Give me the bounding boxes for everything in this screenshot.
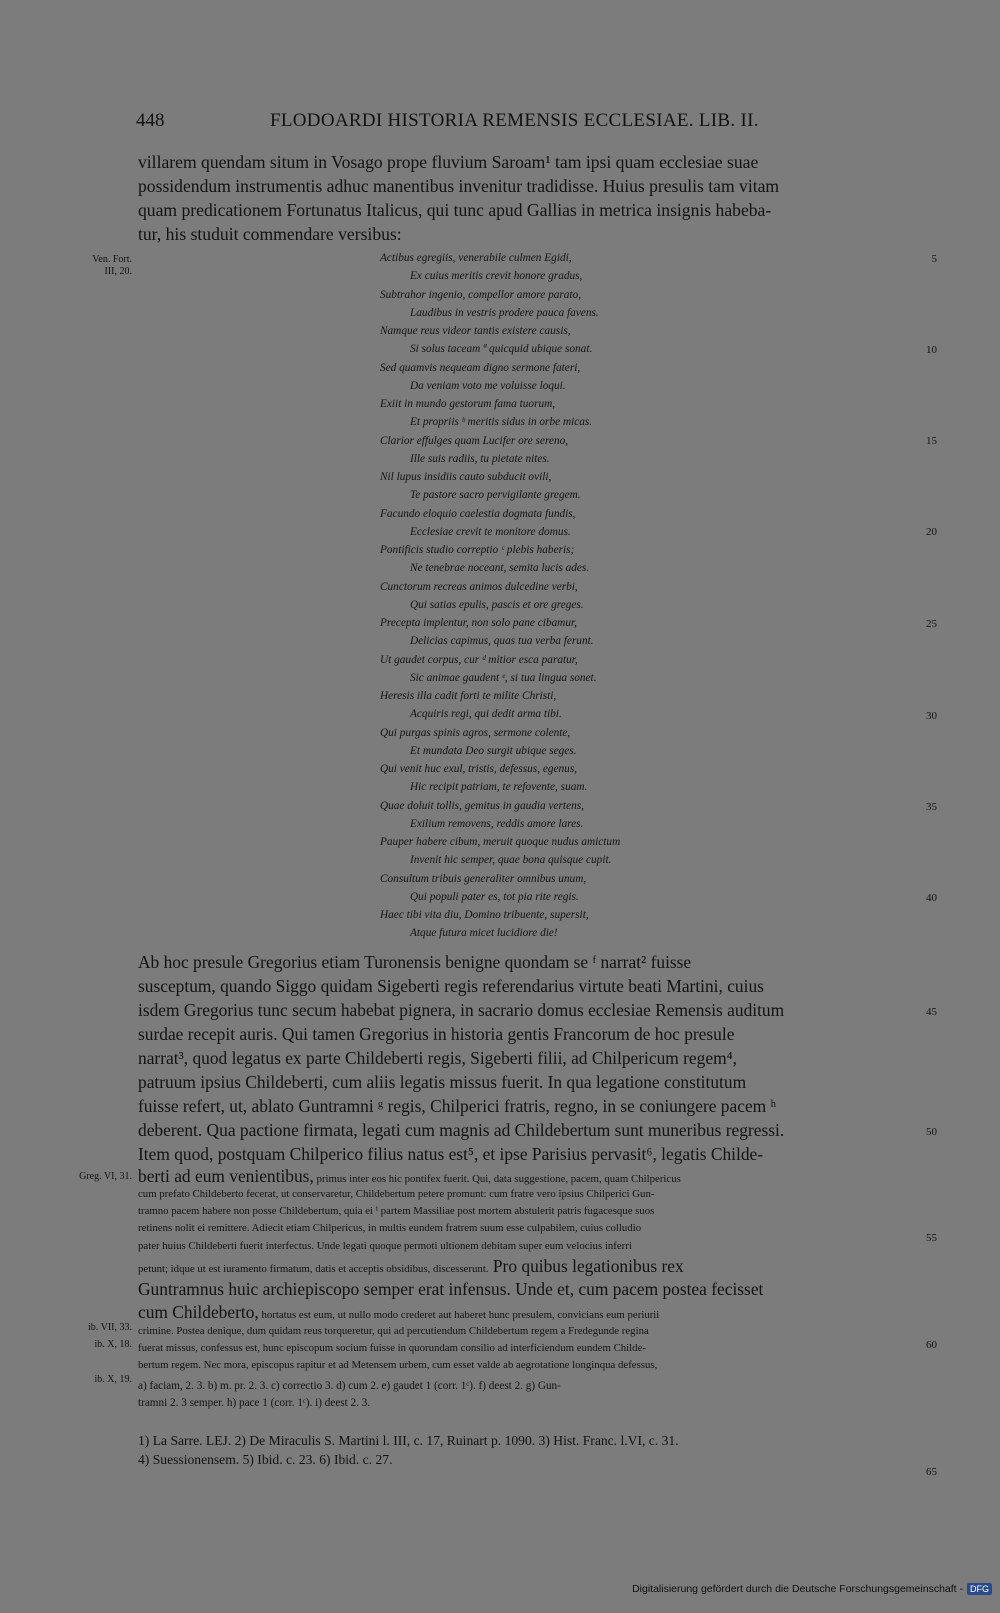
footnote-line: 4) Suessionensem. 5) Ibid. c. 23. 6) Ibid. c. 27. (138, 1452, 393, 1467)
running-header (136, 110, 780, 140)
verse-line: Qui satias epulis, pascis et ore greges. (410, 598, 584, 611)
text-line: possidendum instrumentis adhuc manentibus invenitur tradidisse. Huius presulis tam vitam (138, 176, 780, 196)
critical-apparatus (138, 1378, 920, 1412)
text-line: cum Childeberto, hortatus est eum, ut nullo modo crederet aut haberet hunc presulem, convicians eum periurii (138, 1301, 660, 1322)
verse-line: Exilium removens, reddis amore lares. (410, 817, 584, 830)
verse-line: Delicias capimus, quas tua verba ferunt. (410, 635, 594, 648)
verse-line: Sic animae gaudent ᵉ, si tua lingua sonet. (410, 671, 597, 684)
verse-line: Atque futura micet lucidiore die! (410, 927, 558, 940)
text-line: villarem quendam situm in Vosago prope fluvium Saroam¹ tam ipsi quam ecclesiae suae (138, 152, 759, 172)
text-line: surdae recepit auris. Qui tamen Gregorius in historia gentis Francorum de hoc presule (138, 1024, 735, 1044)
line-number: 55 (926, 1232, 937, 1244)
verse-line: Laudibus in vestris prodere pauca favens. (410, 306, 599, 319)
text-line: narrat³, quod legatus ex parte Childeberti regis, Sigeberti filii, ad Chilpericum regem⁴, (138, 1048, 738, 1068)
verse-line: Subtrahor ingenio, compellor amore parato, (380, 288, 582, 301)
verse-line: Clarior effulges quam Lucifer ore sereno, (380, 434, 569, 447)
line-number: 30 (926, 710, 937, 722)
mixed-paragraph (138, 1166, 920, 1374)
verse-line: Invenit hic semper, quae bona quisque cupit. (410, 854, 612, 867)
text-line: retinens nolit ei remittere. Adiecit etiam Chilpericus, in multis eundem fratrem suum esse culpabilem, cuius colludio (138, 1222, 642, 1235)
verse-line: Namque reus videor tantis existere causis, (380, 325, 571, 337)
running-title: FLODOARDI HISTORIA REMENSIS ECCLESIAE. LIB. II. (270, 110, 759, 131)
line-number: 50 (926, 1126, 937, 1138)
verse-line: Quae doluit tollis, gemitus in gaudia vertens, (380, 799, 584, 812)
margin-reference: ib. X, 18. (94, 1339, 132, 1350)
verse-line: Nil lupus insidiis cauto subducit ovili, (380, 471, 552, 483)
credit-text: Digitalisierung gefördert durch die Deutsche Forschungsgemeinschaft - (632, 1583, 963, 1595)
margin-reference: ib. VII, 33. (88, 1322, 132, 1333)
verse-line: Cunctorum recreas animos dulcedine verbi, (380, 580, 578, 593)
text-line: fuerat missus, confessus est, hunc episcopum socium fuisse in quorundam consilio ad interficiendum eundem Childe- (138, 1341, 646, 1354)
line-number: 25 (926, 618, 937, 630)
text-line: petunt; idque ut est iuramento firmatum, datis et acceptis obsidibus, discesserunt. Pro quibus legationibus rex (138, 1255, 684, 1276)
verse-line: Sed quamvis nequeam digno sermone fateri, (380, 361, 581, 374)
verse-block (380, 249, 900, 943)
footnote-line: 1) La Sarre. LEJ. 2) De Miraculis S. Martini l. III, c. 17, Ruinart p. 1090. 3) Hist. Franc. l.VI, c. 31. (138, 1433, 679, 1448)
text-line: isdem Gregorius tunc secum habebat pignera, in sacrario domus ecclesiae Remensis auditum (138, 1000, 785, 1020)
text-line: cum prefato Childeberto fecerat, ut conservaretur, Childebertum petere promunt: cum fratre vero ipsius Chilperici Gun- (138, 1188, 655, 1200)
line-number: 40 (926, 892, 937, 904)
digitization-credit (632, 1583, 992, 1595)
verse-line: Et mundata Deo surgit ubique seges. (410, 744, 577, 757)
line-number: 35 (926, 801, 937, 813)
margin-reference: Greg. VI, 31. (79, 1171, 132, 1182)
verse-line: Ex cuius meritis crevit honore gradus, (410, 270, 583, 283)
text-line: tur, his studuit commendare versibus: (138, 224, 402, 244)
text-line: Item quod, postquam Chilperico filius natus est⁵, et ipse Parisius pervasit⁶, legatis Childe- (138, 1144, 764, 1164)
verse-line: Et propriis ᵇ meritis sidus in orbe micas. (410, 416, 593, 429)
verse-line: Facundo eloquio caelestia dogmata fundis, (380, 507, 576, 520)
verse-line: Pontificis studio correptio ᶜ plebis haberis; (380, 544, 575, 556)
apparatus-line: tramni 2. 3 semper. h) pace 1 (corr. 1ᶜ). i) deest 2. 3. (138, 1397, 371, 1409)
verse-line: Ecclesiae crevit te monitore domus. (410, 525, 571, 538)
text-line: Guntramnus huic archiepiscopo semper erat infensus. Unde et, cum pacem postea fecisset (138, 1278, 764, 1299)
text-line: deberent. Qua pactione firmata, legati cum magnis ad Childebertum sunt muneribus regressi. (138, 1120, 785, 1140)
verse-line: Exiit in mundo gestorum fama tuorum, (380, 398, 556, 410)
verse-line: Qui venit huc exul, tristis, defessus, egenus, (380, 763, 578, 775)
footnotes (138, 1431, 920, 1469)
verse-line: Ille suis radiis, tu pietate nites. (410, 452, 550, 465)
text-line: pater huius Childeberti fuerit interfectus. Unde legati quoque permoti ultionem debitam super eum velocius inferri (138, 1239, 632, 1252)
text-line: patruum ipsius Childeberti, cum aliis legatis missus fuerit. In qua legatione constitutum (138, 1072, 747, 1092)
verse-line: Ut gaudet corpus, cur ᵈ mitior esca paratur, (380, 653, 578, 666)
verse-line: Si solus taceam ª quicquid ubique sonat. (410, 343, 593, 356)
text-line: tramno pacem habere non posse Childebertum, quia ei ⁱ partem Massiliae post mortem abstulerit patris fugacesque suos (138, 1205, 655, 1218)
line-number: 65 (926, 1466, 937, 1478)
text-line: fuisse refert, ut, ablato Guntramni ᵍ regis, Chilperici fratris, regno, in se coniungere pacem ʰ (138, 1096, 777, 1116)
page-number: 448 (136, 110, 165, 131)
verse-line: Acquiris regi, qui dedit arma tibi. (410, 708, 562, 721)
text-line: bertum regem. Nec mora, episcopus rapitur et ad Metensem urbem, cum esset valde ab aegrotatione longinqua defessus, (138, 1359, 658, 1372)
verse-line: Pauper habere cibum, meruit quoque nudus amictum (380, 836, 621, 848)
intro-paragraph (138, 150, 920, 246)
dfg-logo: DFG (967, 1583, 992, 1595)
text-line: susceptum, quando Siggo quidam Sigeberti regis referendarius virtute beati Martini, cuius (138, 976, 764, 996)
margin-reference: ib. X, 19. (94, 1374, 132, 1385)
line-number: 20 (926, 526, 937, 538)
verse-line: Qui populi pater es, tot pia rite regis. (410, 890, 579, 903)
verse-line: Precepta implentur, non solo pane cibamur, (380, 617, 577, 629)
text-line: crimine. Postea denique, dum quidam reus torqueretur, qui ad percutiendum Childebertum regem a Fredegunde regina (138, 1324, 649, 1337)
verse-line: Da veniam voto me voluisse loqui. (410, 379, 566, 392)
line-number: 10 (926, 344, 937, 356)
line-number: 15 (926, 435, 937, 447)
verse-line: Te pastore sacro pervigilante gregem. (410, 489, 581, 502)
main-paragraph (138, 950, 918, 1166)
verse-line: Heresis illa cadit forti te milite Christi, (380, 690, 557, 702)
verse-line: Hic recipit patriam, te refovente, suam. (410, 781, 588, 794)
text-line: Ab hoc presule Gregorius etiam Turonensis benigne quondam se ᶠ narrat² fuisse (138, 952, 692, 972)
verse-line: Consultum tribuis generaliter omnibus unum, (380, 872, 587, 885)
verse-line: Ne tenebrae noceant, semita lucis ades. (410, 562, 590, 575)
verse-line: Qui purgas spinis agros, sermone colente, (380, 726, 571, 739)
text-line: quam predicationem Fortunatus Italicus, qui tunc apud Gallias in metrica insignis habeba- (138, 200, 772, 220)
line-number: 45 (926, 1006, 937, 1018)
margin-reference: Ven. Fort. III, 20. (92, 254, 132, 277)
verse-line: Haec tibi vita diu, Domino tribuente, supersit, (380, 909, 589, 921)
verse-line: Actibus egregiis, venerabile culmen Egidi, (380, 252, 572, 264)
line-number: 5 (931, 253, 937, 265)
apparatus-line: a) faciam, 2. 3. b) m. pr. 2. 3. c) correctio 3. d) cum 2. e) gaudet 1 (corr. 1ᶜ). f) deest 2. g) Gun- (138, 1380, 561, 1392)
text-line: berti ad eum venientibus, primus inter eos hic pontifex fuerit. Qui, data suggestione, pacem, quam Chilpericus (138, 1166, 681, 1186)
line-number: 60 (926, 1339, 937, 1351)
